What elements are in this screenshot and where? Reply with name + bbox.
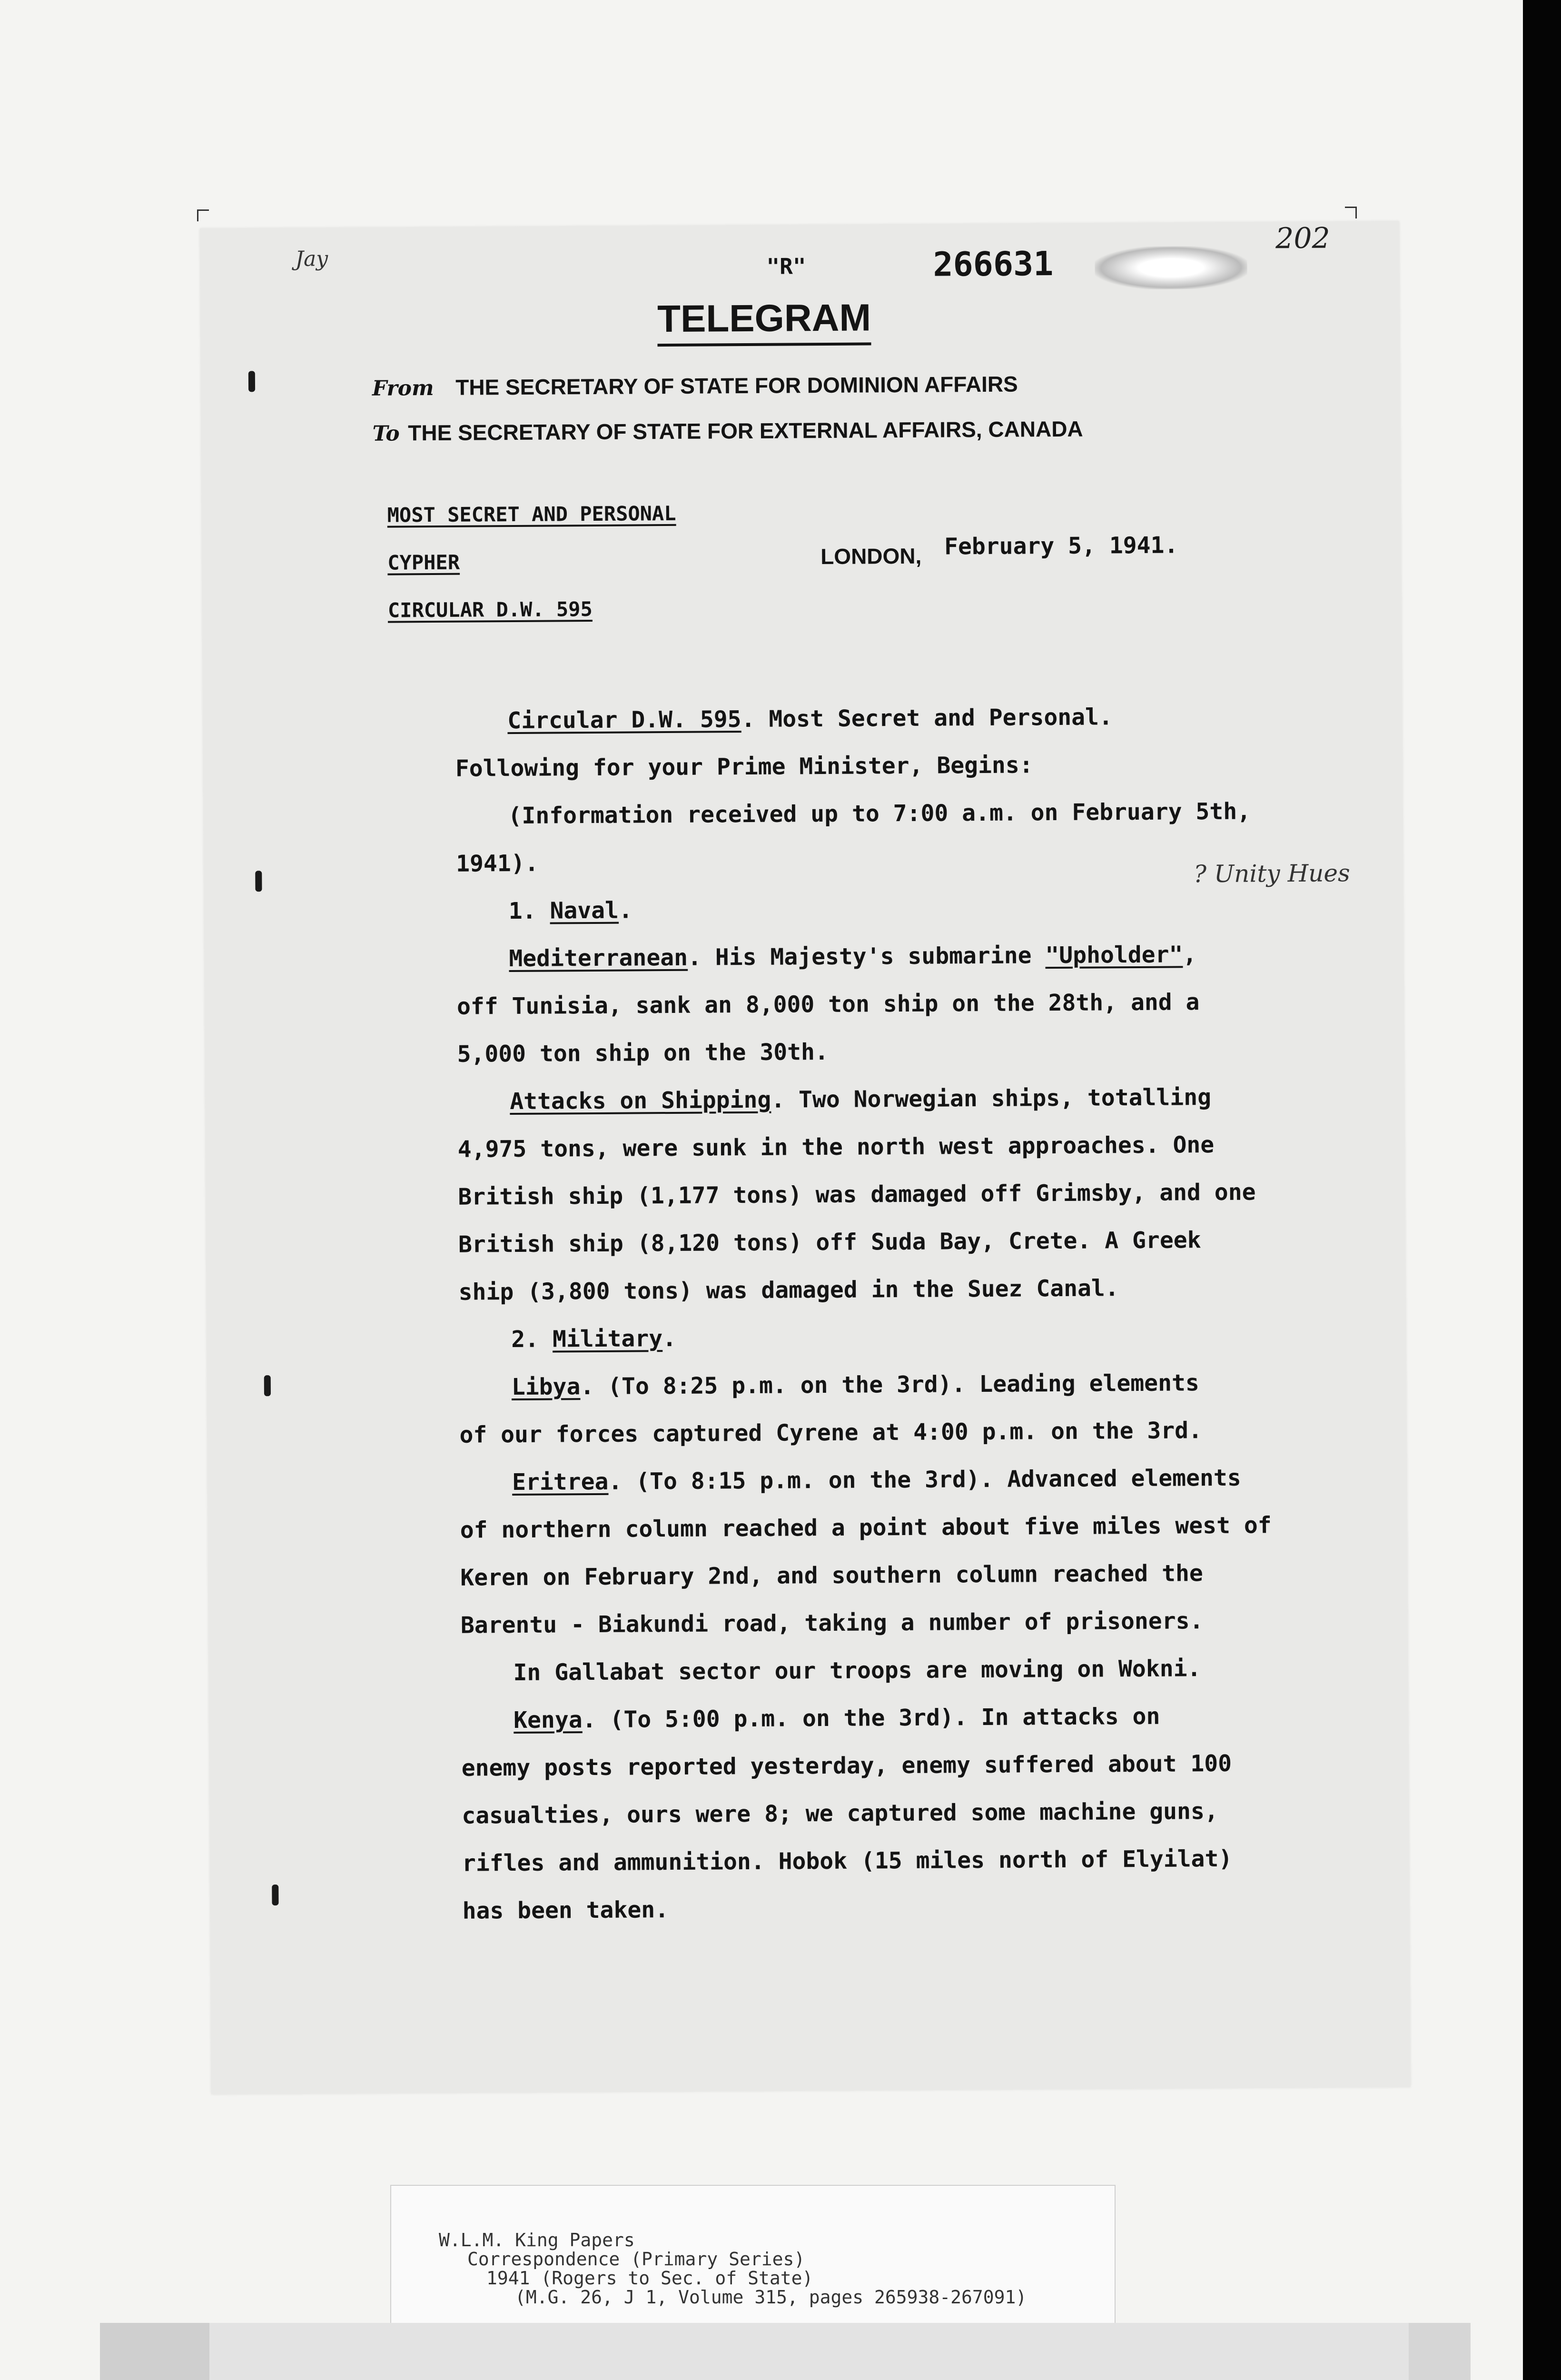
body-line-lead: Eritrea (512, 1468, 609, 1496)
telegram-marking: "R" (766, 253, 806, 279)
body-line: rifles and ammunition. Hobok (15 miles north of Elyilat) (462, 1845, 1233, 1877)
body-line-text: . Two Norwegian ships, totalling (771, 1084, 1212, 1113)
body-line (507, 704, 1113, 734)
body-line: British ship (8,120 tons) off Suda Bay, Crete. A Greek (458, 1227, 1201, 1258)
section-heading-naval: Naval (550, 897, 619, 924)
to-label: To (372, 421, 400, 446)
body-line: In Gallabat sector our troops are moving on Wokni. (513, 1655, 1201, 1686)
label-line: 1941 (Rogers to Sec. of State) (486, 2268, 813, 2289)
punch-hole-mark (272, 1884, 278, 1905)
date: February 5, 1941. (944, 532, 1178, 560)
body-line: 4,975 tons, were sunk in the north west approaches. One (457, 1131, 1215, 1163)
crop-mark-top-left (197, 209, 209, 221)
body-line-text: . (To 5:00 p.m. on the 3rd). In attacks on (582, 1703, 1160, 1734)
panel-shadow-left (100, 2323, 209, 2380)
classification: MOST SECRET AND PERSONAL (387, 501, 676, 527)
body-line (509, 941, 1196, 972)
archive-label-card (390, 2185, 1116, 2330)
body-line: enemy posts reported yesterday, enemy suffered about 100 (461, 1750, 1232, 1782)
transmission-method: CYPHER (387, 550, 460, 575)
to-line (372, 416, 1083, 446)
body-line: of our forces captured Cyrene at 4:00 p.m. on the 3rd. (459, 1417, 1203, 1448)
label-line: W.L.M. King Papers (439, 2230, 635, 2251)
telegram-number: 266631 (933, 244, 1054, 284)
scan-edge-dark (1523, 0, 1561, 2380)
body-line-lead: Kenya (513, 1706, 583, 1734)
place: LONDON, (820, 543, 922, 569)
to-value: THE SECRETARY OF STATE FOR EXTERNAL AFFAIRS, CANADA (408, 416, 1083, 446)
stamp-smudge (1095, 246, 1247, 290)
telegram-page (200, 221, 1411, 2094)
page-number-handwritten: 202 (1275, 221, 1330, 256)
body-line-text: . (To 8:25 p.m. on the 3rd). Leading elements (580, 1369, 1199, 1400)
from-value: THE SECRETARY OF STATE FOR DOMINION AFFAIRS (455, 371, 1018, 400)
body-line: off Tunisia, sank an 8,000 ton ship on the 28th, and a (456, 989, 1200, 1020)
body-line: 5,000 ton ship on the 30th. (457, 1038, 829, 1068)
punch-hole-mark (264, 1375, 271, 1396)
body-line: Keren on February 2nd, and southern column reached the (460, 1560, 1203, 1591)
body-line-lead: Attacks on Shipping (510, 1086, 771, 1115)
body-line (509, 897, 632, 924)
body-line: casualties, ours were 8; we captured some machine guns, (462, 1797, 1218, 1829)
body-line: ship (3,800 tons) was damaged in the Suez Canal. (458, 1275, 1119, 1306)
body-line: (Information received up to 7:00 a.m. on February 5th, (508, 798, 1251, 830)
archives-stamp-panel (100, 2323, 1471, 2380)
margin-note-top: Jay (295, 247, 328, 271)
body-line-text: . Most Secret and Personal. (741, 704, 1113, 733)
section-heading-military: Military (552, 1325, 663, 1353)
body-line-text: . His Majesty's submarine (687, 942, 1046, 971)
body-line (512, 1369, 1199, 1400)
punch-hole-mark (255, 871, 262, 892)
body-line: Following for your Prime Minister, Begins: (455, 752, 1033, 782)
body-line: has been taken. (462, 1896, 669, 1924)
section-number: 1. (508, 897, 550, 925)
crop-mark-top-right (1345, 207, 1357, 218)
submarine-name: "Upholder" (1045, 941, 1183, 969)
telegram-title: TELEGRAM (657, 296, 871, 347)
body-line: 1941). (455, 850, 539, 877)
label-line: (M.G. 26, J 1, Volume 315, pages 265938-267091) (515, 2287, 1027, 2308)
body-line: Barentu - Biakundi road, taking a number of prisoners. (460, 1607, 1204, 1639)
section-heading-tail: . (618, 897, 633, 924)
section-heading-tail: . (662, 1325, 677, 1352)
punch-hole-mark (248, 371, 255, 392)
from-line (372, 371, 1018, 401)
body-line: of northern column reached a point about five miles west of (460, 1512, 1272, 1544)
body-line (510, 1084, 1211, 1115)
body-line-text: . (To 8:15 p.m. on the 3rd). Advanced elements (608, 1464, 1241, 1495)
body-line-lead: Libya (511, 1373, 581, 1401)
body-line (514, 1703, 1160, 1734)
body-line (511, 1325, 676, 1353)
body-line-lead: Circular D.W. 595 (507, 706, 741, 734)
margin-note-naval: ? Unity Hues (1194, 859, 1350, 888)
circular-reference: CIRCULAR D.W. 595 (387, 597, 593, 622)
body-line: British ship (1,177 tons) was damaged off Grimsby, and one (458, 1179, 1256, 1210)
section-number: 2. (511, 1326, 553, 1353)
label-line: Correspondence (Primary Series) (467, 2249, 805, 2270)
panel-shadow-right (1409, 2323, 1471, 2380)
body-line-text: , (1183, 941, 1197, 968)
from-label: From (372, 376, 434, 401)
body-line-lead: Mediterranean (509, 944, 688, 972)
body-line (512, 1465, 1241, 1496)
